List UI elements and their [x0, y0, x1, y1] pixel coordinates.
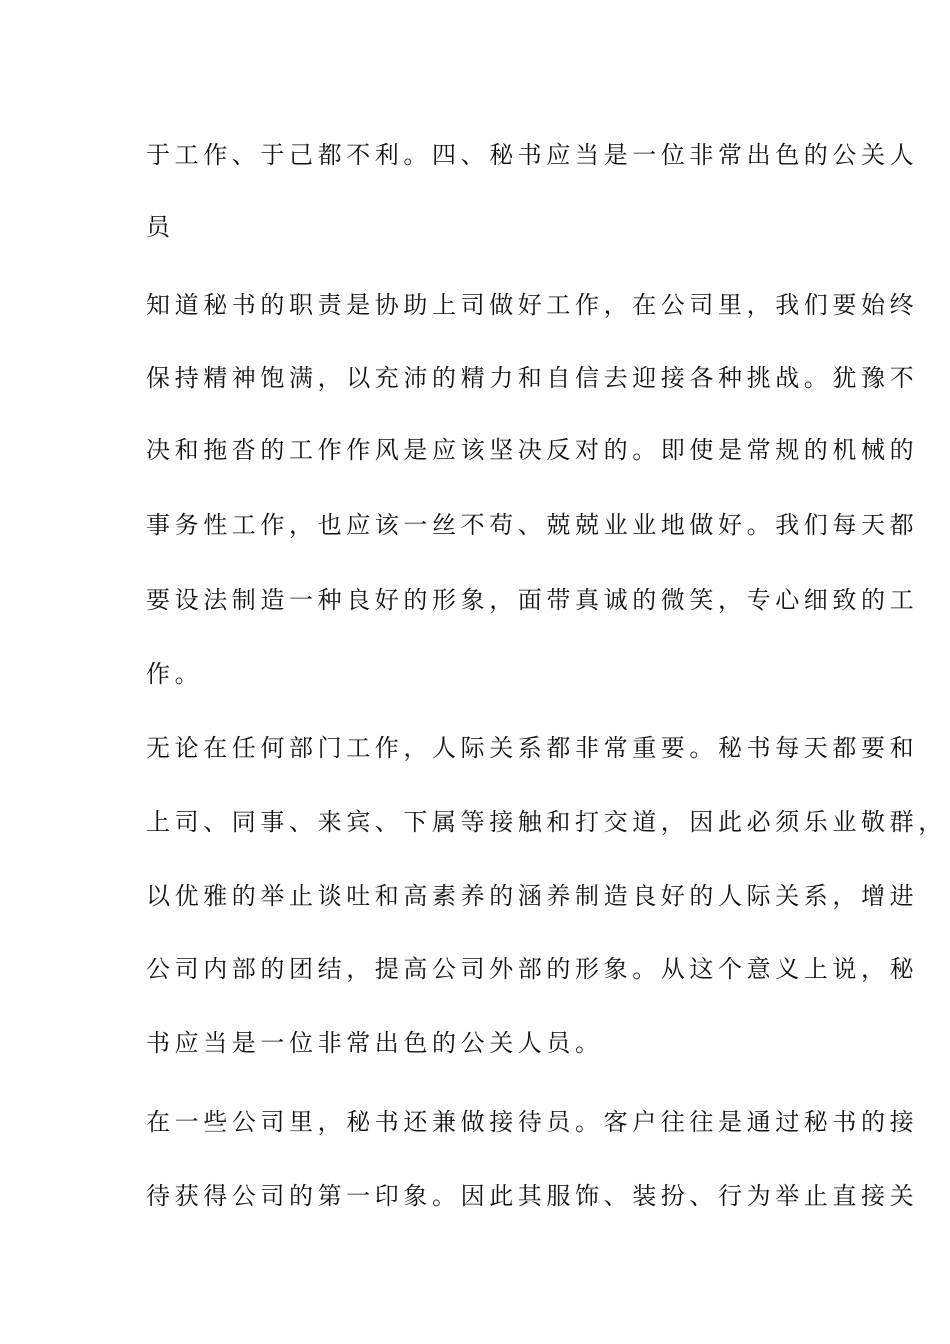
text-line: 于工作、于己都不利。四、秘书应当是一位非常出色的公关人 — [146, 141, 919, 169]
text-line: 书应当是一位非常出色的公关人员。 — [146, 1029, 604, 1057]
text-line: 要设法制造一种良好的形象，面带真诚的微笑，专心细致的工 — [146, 586, 919, 614]
text-line: 公司内部的团结，提高公司外部的形象。从这个意义上说，秘 — [146, 955, 919, 983]
text-line: 保持精神饱满，以充沛的精力和自信去迎接各种挑战。犹豫不 — [146, 364, 919, 392]
text-line: 决和拖沓的工作作风是应该坚决反对的。即使是常规的机械的 — [146, 436, 919, 464]
text-line: 事务性工作，也应该一丝不苟、兢兢业业地做好。我们每天都 — [146, 511, 919, 539]
text-line: 在一些公司里，秘书还兼做接待员。客户往往是通过秘书的接 — [146, 1108, 919, 1136]
text-line: 作。 — [146, 660, 204, 688]
text-line: 待获得公司的第一印象。因此其服饰、装扮、行为举止直接关 — [146, 1182, 919, 1210]
text-line: 无论在任何部门工作，人际关系都非常重要。秘书每天都要和 — [146, 734, 919, 762]
text-line: 以优雅的举止谈吐和高素养的涵养制造良好的人际关系，增进 — [146, 882, 919, 910]
text-line: 员 — [146, 213, 175, 241]
text-line: 知道秘书的职责是协助上司做好工作，在公司里，我们要始终 — [146, 291, 919, 319]
text-line: 上司、同事、来宾、下属等接触和打交道，因此必须乐业敬群， — [146, 808, 947, 836]
